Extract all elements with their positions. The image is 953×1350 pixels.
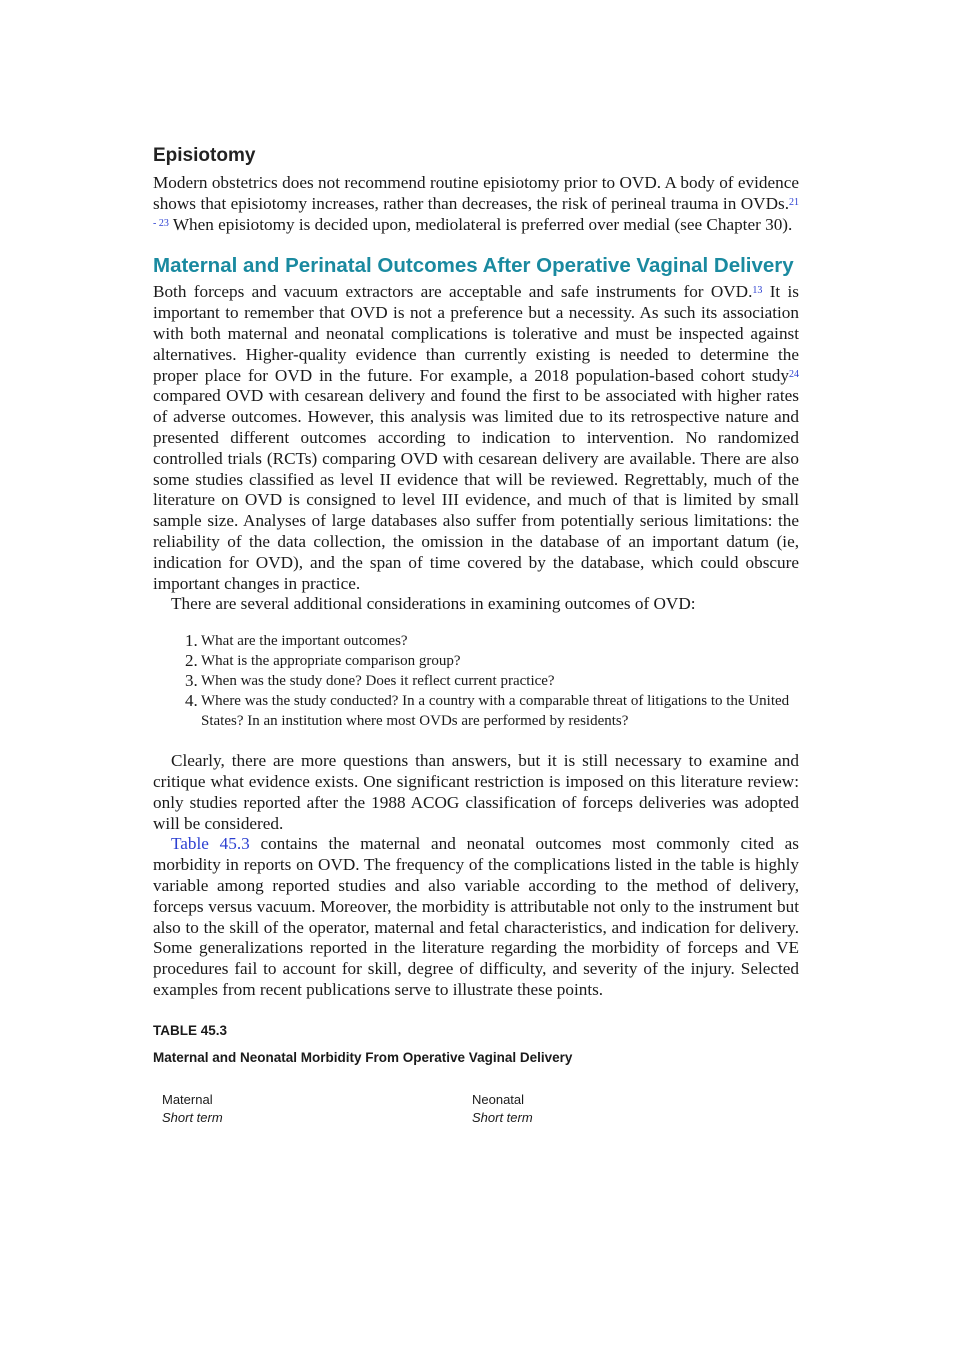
list-text: What is the appropriate comparison group? — [201, 653, 461, 670]
citation-24[interactable]: 24 — [789, 368, 799, 380]
list-text: When was the study done? Does it reflect current practice? — [201, 673, 555, 690]
outcomes-text-b: It is important to remember that OVD is not a preference but a necessity. As such its association with both maternal and neonatal complications is tolerative and must be inspected against alternatives. Higher-quality evidence than currently existing is needed to determine the proper place for OVD in the future. For example, a 2018 population-based cohort study — [153, 282, 799, 385]
list-item — [185, 691, 799, 731]
column-subheader: Short term — [162, 1109, 223, 1125]
citation-separator: - — [153, 217, 159, 229]
citation-21[interactable]: 21 — [789, 196, 799, 208]
outcomes-text-d: contains the maternal and neonatal outcomes most commonly cited as morbidity in reports on OVD. The frequency of the complications listed in the table is highly variable among reported studies and also variable according to the method of delivery, forceps versus vacuum. Moreover, the morbidity is attributable not only to the instrument but also to the skill of the operator, maternal and fetal characteristics, and indication for delivery. Some generalizations reported in the literature regarding the morbidity of forceps and VE procedures fail to account for skill, degree of difficulty, and severity of the injury. Selected examples from recent publications serve to illustrate these points. — [153, 834, 799, 999]
list-number: 1. — [185, 631, 198, 651]
outcomes-paragraph-1 — [153, 282, 799, 594]
list-text: Where was the study conducted? In a country with a comparable threat of litigations to the United States? In an institution where most OVDs are performed by residents? — [201, 693, 790, 730]
table-label: TABLE 45.3 — [153, 1022, 228, 1038]
table-link[interactable]: Table 45.3 — [171, 834, 250, 854]
document-page — [153, 145, 799, 1127]
list-item — [185, 651, 799, 671]
table-column-maternal — [153, 1091, 463, 1127]
column-header: Maternal — [162, 1091, 213, 1107]
list-number: 2. — [185, 651, 198, 671]
citation-23[interactable]: 23 — [158, 217, 169, 229]
column-header: Neonatal — [472, 1091, 525, 1107]
considerations-list — [153, 631, 799, 731]
column-subheader: Short term — [472, 1109, 533, 1125]
table-title: Maternal and Neonatal Morbidity From Operative Vaginal Delivery — [153, 1049, 573, 1065]
episiotomy-paragraph — [153, 173, 799, 235]
morbidity-table — [153, 1091, 799, 1127]
list-number: 3. — [185, 671, 198, 691]
outcomes-paragraph-3: Clearly, there are more questions than answers, but it is still necessary to examine and critique what evidence exists. One significant restriction is imposed on this literature review: only studies reported after the 1988 ACOG classification of forceps deliveries was adopted will be considered. — [153, 751, 799, 833]
outcomes-text-c: compared OVD with cesarean delivery and found the first to be associated with higher rates of adverse outcomes. However, this analysis was limited due to its retrospective nature and presented different outcomes according to indication to intervention. No randomized controlled trials (RCTs) comparing OVD with cesarean delivery are available. There are also some studies classified as level II evidence that will be reviewed. Regrettably, much of the literature on OVD is consigned to level III evidence, and much of that is limited by small sample size. Analyses of large databases also suffer from potentially serious limitations: the reliability of the data collection, the omission in the database of an important datum (ie, indication for OVD), and the span of time covered by the database, which could obscure important changes in practice. — [153, 386, 799, 593]
citation-13[interactable]: 13 — [752, 285, 763, 297]
outcomes-paragraph-2: There are several additional considerations in examining outcomes of OVD: — [171, 594, 696, 614]
outcomes-heading: Maternal and Perinatal Outcomes After Operative Vaginal Delivery — [153, 254, 794, 278]
episiotomy-text-b: When episiotomy is decided upon, mediolateral is preferred over medial (see Chapter 30). — [168, 214, 793, 234]
list-item — [185, 671, 799, 691]
list-item — [185, 631, 799, 651]
table-column-neonatal — [463, 1091, 773, 1127]
list-text: What are the important outcomes? — [201, 633, 408, 650]
episiotomy-text-a: Modern obstetrics does not recommend routine episiotomy prior to OVD. A body of evidence shows that episiotomy increases, rather than decreases, the risk of perineal trauma in OVDs. — [153, 173, 799, 213]
outcomes-paragraph-4 — [153, 834, 799, 1000]
outcomes-text-a: Both forceps and vacuum extractors are acceptable and safe instruments for OVD. — [153, 282, 753, 302]
list-number: 4. — [185, 691, 198, 711]
episiotomy-heading: Episiotomy — [153, 145, 256, 166]
